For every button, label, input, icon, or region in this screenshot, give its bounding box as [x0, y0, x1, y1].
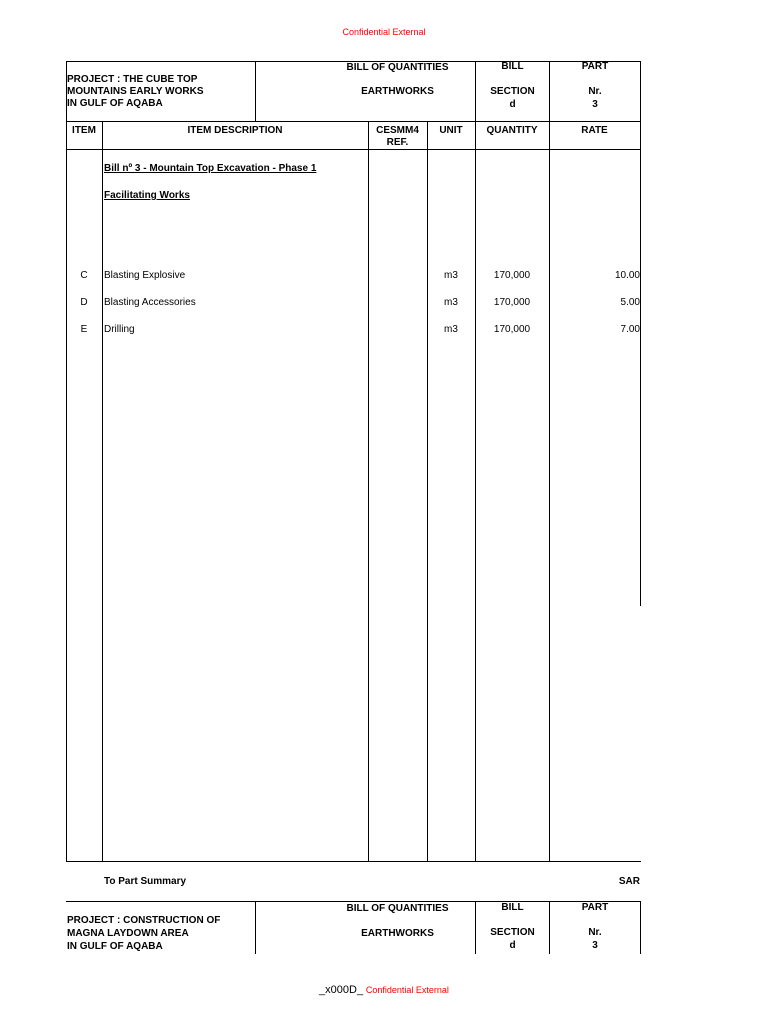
row-description: Blasting Explosive: [104, 270, 186, 281]
section-heading: Bill nº 3 - Mountain Top Excavation - Phase 1: [104, 163, 317, 174]
row-item: D: [80, 297, 88, 308]
row-rate: 5.00: [620, 297, 640, 308]
part-value: 3: [592, 99, 598, 110]
row-description: Blasting Accessories: [104, 297, 196, 308]
part-summary-label: To Part Summary: [104, 876, 187, 887]
section-value: d: [509, 99, 516, 110]
earthworks-label: EARTHWORKS: [361, 86, 434, 97]
project-title: PROJECT : THE CUBE TOP MOUNTAINS EARLY WORKS IN GULF OF AQABA: [67, 74, 204, 109]
part-label: PART: [581, 61, 609, 72]
col-quantity: QUANTITY: [486, 125, 538, 136]
row-quantity: 170,000: [493, 270, 531, 281]
currency-label: SAR: [618, 876, 640, 887]
row-quantity: 170,000: [493, 297, 531, 308]
part-label-2: PART: [581, 902, 609, 913]
row-unit: m3: [444, 297, 458, 308]
earthworks-label-2: EARTHWORKS: [361, 928, 434, 939]
section-value-2: d: [509, 940, 516, 951]
row-item: C: [80, 270, 88, 281]
footer: [0, 984, 768, 996]
section-label-2: SECTION: [490, 927, 535, 938]
bill-label: BILL: [501, 61, 524, 72]
boq-label: BILL OF QUANTITIES: [346, 62, 449, 73]
project-title-2: PROJECT : CONSTRUCTION OF MAGNA LAYDOWN AREA IN GULF OF AQABA: [67, 915, 221, 952]
row-rate: 10.00: [614, 270, 640, 281]
row-unit: m3: [444, 324, 458, 335]
row-quantity: 170,000: [493, 324, 531, 335]
col-unit: UNIT: [439, 125, 463, 136]
row-description: Drilling: [104, 324, 135, 335]
section-label: SECTION: [490, 86, 535, 97]
part-value-2: 3: [592, 940, 598, 951]
col-cesmm: CESMM4 REF.: [376, 125, 419, 148]
footer-confidential: Confidential External: [365, 985, 449, 995]
confidential-header: Confidential External: [342, 27, 426, 37]
row-rate: 7.00: [620, 324, 640, 335]
footer-code: _x000D_: [319, 984, 364, 996]
boq-label-2: BILL OF QUANTITIES: [346, 903, 449, 914]
col-item: ITEM: [72, 125, 96, 136]
col-rate: RATE: [581, 125, 608, 136]
row-unit: m3: [444, 270, 458, 281]
part-nr-label-2: Nr.: [588, 927, 602, 938]
col-description: ITEM DESCRIPTION: [187, 125, 283, 136]
part-nr-label: Nr.: [588, 86, 602, 97]
row-item: E: [80, 324, 88, 335]
bill-label-2: BILL: [501, 902, 524, 913]
subheading: Facilitating Works: [104, 190, 190, 201]
